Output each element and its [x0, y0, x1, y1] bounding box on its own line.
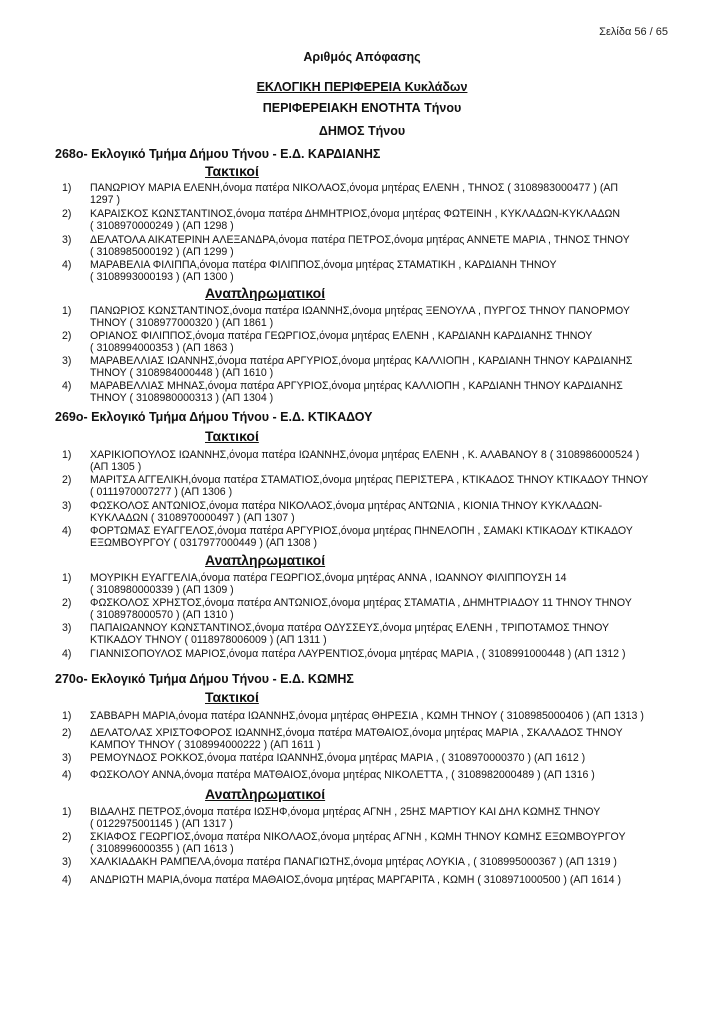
item-number: 4) — [62, 874, 72, 886]
section-heading: 269ο- Εκλογικό Τμήμα Δήμου Τήνου - Ε.Δ. ΚΤΙΚΑΔΟΥ — [55, 410, 373, 424]
item-number: 1) — [62, 710, 72, 722]
item-line-1: ΔΕΛΑΤΟΛΑΣ ΧΡΙΣΤΟΦΟΡΟΣ ΙΩΑΝΝΗΣ,όνομα πατέρα ΜΑΤΘΑΙΟΣ,όνομα μητέρας ΜΑΡΙΑ , ΣΚΑΛΑΔΟΣ ΤΗΝΟΥ — [90, 727, 623, 739]
section-heading: 268ο- Εκλογικό Τμήμα Δήμου Τήνου - Ε.Δ. ΚΑΡΔΙΑΝΗΣ — [55, 147, 381, 161]
item-line-2: ΚΥΚΛΑΔΩΝ ( 3108970000497 ) (ΑΠ 1307 ) — [90, 512, 295, 524]
item-number: 3) — [62, 355, 72, 367]
item-line-1: ΜΑΡΑΒΕΛΛΙΑΣ ΙΩΑΝΝΗΣ,όνομα πατέρα ΑΡΓΥΡΙΟΣ,όνομα μητέρας ΚΑΛΛΙΟΠΗ , ΚΑΡΔΙΑΝΗ ΤΗΝΟΥ ΚΑΡΔΙΑΝΗΣ — [90, 355, 633, 367]
item-number: 3) — [62, 500, 72, 512]
item-number: 4) — [62, 259, 72, 271]
item-line-1: ΑΝΔΡΙΩΤΗ ΜΑΡΙΑ,όνομα πατέρα ΜΑΘΑΙΟΣ,όνομα μητέρας ΜΑΡΓΑΡΙΤΑ , ΚΩΜΗ ( 3108971000500 ) (ΑΠ 1614 ) — [90, 874, 622, 886]
section-heading: 270ο- Εκλογικό Τμήμα Δήμου Τήνου - Ε.Δ. ΚΩΜΗΣ — [55, 672, 354, 686]
item-line-1: ΒΙΔΑΛΗΣ ΠΕΤΡΟΣ,όνομα πατέρα ΙΩΣΗΦ,όνομα μητέρας ΑΓΝΗ , 25ΗΣ ΜΑΡΤΙΟΥ ΚΑΙ ΔΗΛ ΚΩΜΗΣ ΤΗΝΟΥ — [90, 806, 601, 818]
item-line-2: ΤΗΝΟΥ ( 3108977000320 ) (ΑΠ 1861 ) — [90, 317, 274, 329]
item-line-1: ΓΙΑΝΝΙΣΟΠΟΥΛΟΣ ΜΑΡΙΟΣ,όνομα πατέρα ΛΑΥΡΕΝΤΙΟΣ,όνομα μητέρας ΜΑΡΙΑ , ( 3108991000448 ) (ΑΠ 1312 ) — [90, 648, 626, 660]
alternate-members-label: Αναπληρωματικοί — [205, 552, 326, 568]
electoral-region: ΕΚΛΟΓΙΚΗ ΠΕΡΙΦΕΡΕΙΑ Κυκλάδων — [256, 80, 468, 94]
item-number: 2) — [62, 474, 72, 486]
item-number: 3) — [62, 234, 72, 246]
item-number: 1) — [62, 806, 72, 818]
item-line-2: ΤΗΝΟΥ ( 3108980000313 ) (ΑΠ 1304 ) — [90, 392, 274, 404]
item-line-1: ΜΑΡΑΒΕΛΛΙΑΣ ΜΗΝΑΣ,όνομα πατέρα ΑΡΓΥΡΙΟΣ,όνομα μητέρας ΚΑΛΛΙΟΠΗ , ΚΑΡΔΙΑΝΗ ΤΗΝΟΥ ΚΑΡΔΙΑΝΗΣ — [90, 380, 623, 392]
item-line-1: ΜΑΡΙΤΣΑ ΑΓΓΕΛΙΚΗ,όνομα πατέρα ΣΤΑΜΑΤΙΟΣ,όνομα μητέρας ΠΕΡΙΣΤΕΡΑ , ΚΤΙΚΑΔΟΣ ΤΗΝΟΥ ΚΤΙΚΑΔΟΥ ΤΗΝΟΥ — [90, 474, 649, 486]
document-title: Αριθμός Απόφασης — [303, 50, 421, 64]
item-number: 2) — [62, 727, 72, 739]
item-line-1: ΜΑΡΑΒΕΛΙΑ ΦΙΛΙΠΠΑ,όνομα πατέρα ΦΙΛΙΠΠΟΣ,όνομα μητέρας ΣΤΑΜΑΤΙΚΗ , ΚΑΡΔΙΑΝΗ ΤΗΝΟΥ — [90, 259, 557, 271]
item-number: 1) — [62, 449, 72, 461]
item-line-2: ΚΤΙΚΑΔΟΥ ΤΗΝΟΥ ( 0118978006009 ) (ΑΠ 1311 ) — [90, 634, 327, 646]
item-line-2: ( 0122975001145 ) (ΑΠ 1317 ) — [90, 818, 233, 830]
regular-members-label: Τακτικοί — [205, 428, 259, 444]
item-line-1: ΔΕΛΑΤΟΛΑ ΑΙΚΑΤΕΡΙΝΗ ΑΛΕΞΑΝΔΡΑ,όνομα πατέρα ΠΕΤΡΟΣ,όνομα μητέρας ΑΝΝΕΤΕ ΜΑΡΙΑ , ΤΗΝΟΣ ΤΗΝΟΥ — [90, 234, 630, 246]
item-line-2: ( 0111970007277 ) (ΑΠ 1306 ) — [90, 486, 233, 498]
item-line-1: ΣΚΙΑΦΟΣ ΓΕΩΡΓΙΟΣ,όνομα πατέρα ΝΙΚΟΛΑΟΣ,όνομα μητέρας ΑΓΝΗ , ΚΩΜΗ ΤΗΝΟΥ ΚΩΜΗΣ ΕΞΩΜΒΟΥΡΓΟΥ — [90, 831, 626, 843]
item-line-2: (ΑΠ 1305 ) — [90, 461, 142, 473]
item-line-1: ΚΑΡΑΙΣΚΟΣ ΚΩΝΣΤΑΝΤΙΝΟΣ,όνομα πατέρα ΔΗΜΗΤΡΙΟΣ,όνομα μητέρας ΦΩΤΕΙΝΗ , ΚΥΚΛΑΔΩΝ-ΚΥΚΛΑΔΩΝ — [90, 208, 621, 220]
item-line-1: ΧΑΡΙΚΙΟΠΟΥΛΟΣ ΙΩΑΝΝΗΣ,όνομα πατέρα ΙΩΑΝΝΗΣ,όνομα μητέρας ΕΛΕΝΗ , Κ. ΑΛΑΒΑΝΟΥ 8 ( 3108986000524 ) — [90, 449, 640, 461]
item-line-1: ΣΑΒΒΑΡΗ ΜΑΡΙΑ,όνομα πατέρα ΙΩΑΝΝΗΣ,όνομα μητέρας ΘΗΡΕΣΙΑ , ΚΩΜΗ ΤΗΝΟΥ ( 3108985000406 ) (ΑΠ 1313 ) — [90, 710, 644, 722]
item-line-1: ΦΩΣΚΟΛΟΣ ΧΡΗΣΤΟΣ,όνομα πατέρα ΑΝΤΩΝΙΟΣ,όνομα μητέρας ΣΤΑΜΑΤΙΑ , ΔΗΜΗΤΡΙΑΔΟΥ 11 ΤΗΝΟΥ ΤΗΝΟΥ — [90, 597, 632, 609]
item-number: 1) — [62, 305, 72, 317]
item-number: 3) — [62, 856, 72, 868]
item-line-2: ΕΞΩΜΒΟΥΡΓΟΥ ( 0317977000449 ) (ΑΠ 1308 ) — [90, 537, 318, 549]
item-line-2: ( 3108970000249 ) (ΑΠ 1298 ) — [90, 220, 234, 232]
item-line-1: ΡΕΜΟΥΝΔΟΣ ΡΟΚΚΟΣ,όνομα πατέρα ΙΩΑΝΝΗΣ,όνομα μητέρας ΜΑΡΙΑ , ( 3108970000370 ) (ΑΠ 1612 ) — [90, 752, 586, 764]
item-line-2: ΤΗΝΟΥ ( 3108984000448 ) (ΑΠ 1610 ) — [90, 367, 274, 379]
item-number: 4) — [62, 380, 72, 392]
item-line-2: ΚΑΜΠΟΥ ΤΗΝΟΥ ( 3108994000222 ) (ΑΠ 1611 ) — [90, 739, 321, 751]
item-line-1: ΧΑΛΚΙΑΔΑΚΗ ΡΑΜΠΕΛΑ,όνομα πατέρα ΠΑΝΑΓΙΩΤΗΣ,όνομα μητέρας ΛΟΥΚΙΑ , ( 3108995000367 ) (ΑΠ 1319 ) — [90, 856, 617, 868]
item-number: 4) — [62, 769, 72, 781]
item-number: 1) — [62, 572, 72, 584]
item-line-1: ΦΟΡΤΩΜΑΣ ΕΥΑΓΓΕΛΟΣ,όνομα πατέρα ΑΡΓΥΡΙΟΣ,όνομα μητέρας ΠΗΝΕΛΟΠΗ , ΣΑΜΑΚΙ ΚΤΙΚΑΟΔΥ ΚΤΙΚΑΔΟΥ — [90, 525, 633, 537]
item-line-1: ΠΑΝΩΡΙΟΥ ΜΑΡΙΑ ΕΛΕΝΗ,όνομα πατέρα ΝΙΚΟΛΑΟΣ,όνομα μητέρας ΕΛΕΝΗ , ΤΗΝΟΣ ( 3108983000477 ) (ΑΠ — [90, 182, 619, 194]
item-line-2: ( 3108996000355 ) (ΑΠ 1613 ) — [90, 843, 234, 855]
item-number: 2) — [62, 831, 72, 843]
item-number: 2) — [62, 208, 72, 220]
item-line-2: ( 3108993000193 ) (ΑΠ 1300 ) — [90, 271, 234, 283]
item-line-2: ( 3108994000353 ) (ΑΠ 1863 ) — [90, 342, 234, 354]
page-number: Σελίδα 56 / 65 — [599, 26, 668, 38]
item-line-1: ΠΑΠΑΙΩΑΝΝΟΥ ΚΩΝΣΤΑΝΤΙΝΟΣ,όνομα πατέρα ΟΔΥΣΣΕΥΣ,όνομα μητέρας ΕΛΕΝΗ , ΤΡΙΠΟΤΑΜΟΣ ΤΗΝΟΥ — [90, 622, 610, 634]
alternate-members-label: Αναπληρωματικοί — [205, 285, 326, 301]
item-line-1: ΠΑΝΩΡΙΟΣ ΚΩΝΣΤΑΝΤΙΝΟΣ,όνομα πατέρα ΙΩΑΝΝΗΣ,όνομα μητέρας ΞΕΝΟΥΛΑ , ΠΥΡΓΟΣ ΤΗΝΟΥ ΠΑΝΟΡΜΟΥ — [90, 305, 630, 317]
regional-unit: ΠΕΡΙΦΕΡΕΙΑΚΗ ΕΝΟΤΗΤΑ Τήνου — [262, 101, 462, 115]
item-line-2: 1297 ) — [90, 194, 121, 206]
item-line-1: ΜΟΥΡΙΚΗ ΕΥΑΓΓΕΛΙΑ,όνομα πατέρα ΓΕΩΡΓΙΟΣ,όνομα μητέρας ΑΝΝΑ , ΙΩΑΝΝΟΥ ΦΙΛΙΠΠΟΥΣΗ 14 — [90, 572, 567, 584]
item-number: 2) — [62, 597, 72, 609]
item-number: 2) — [62, 330, 72, 342]
item-line-2: ( 3108978000570 ) (ΑΠ 1310 ) — [90, 609, 234, 621]
item-number: 4) — [62, 525, 72, 537]
item-line-1: ΟΡΙΑΝΟΣ ΦΙΛΙΠΠΟΣ,όνομα πατέρα ΓΕΩΡΓΙΟΣ,όνομα μητέρας ΕΛΕΝΗ , ΚΑΡΔΙΑΝΗ ΚΑΡΔΙΑΝΗΣ ΤΗΝΟΥ — [90, 330, 593, 342]
item-number: 3) — [62, 622, 72, 634]
item-line-1: ΦΩΣΚΟΛΟΥ ΑΝΝΑ,όνομα πατέρα ΜΑΤΘΑΙΟΣ,όνομα μητέρας ΝΙΚΟΛΕΤΤΑ , ( 3108982000489 ) (ΑΠ 1316 ) — [90, 769, 595, 781]
item-line-2: ( 3108980000339 ) (ΑΠ 1309 ) — [90, 584, 234, 596]
municipality: ΔΗΜΟΣ Τήνου — [318, 124, 406, 138]
item-number: 1) — [62, 182, 72, 194]
item-line-2: ( 3108985000192 ) (ΑΠ 1299 ) — [90, 246, 234, 258]
regular-members-label: Τακτικοί — [205, 163, 259, 179]
item-line-1: ΦΩΣΚΟΛΟΣ ΑΝΤΩΝΙΟΣ,όνομα πατέρα ΝΙΚΟΛΑΟΣ,όνομα μητέρας ΑΝΤΩΝΙΑ , ΚΙΟΝΙΑ ΤΗΝΟΥ ΚΥΚΛΑΔΩΝ- — [90, 500, 603, 512]
alternate-members-label: Αναπληρωματικοί — [205, 786, 326, 802]
regular-members-label: Τακτικοί — [205, 689, 259, 705]
item-number: 3) — [62, 752, 72, 764]
item-number: 4) — [62, 648, 72, 660]
